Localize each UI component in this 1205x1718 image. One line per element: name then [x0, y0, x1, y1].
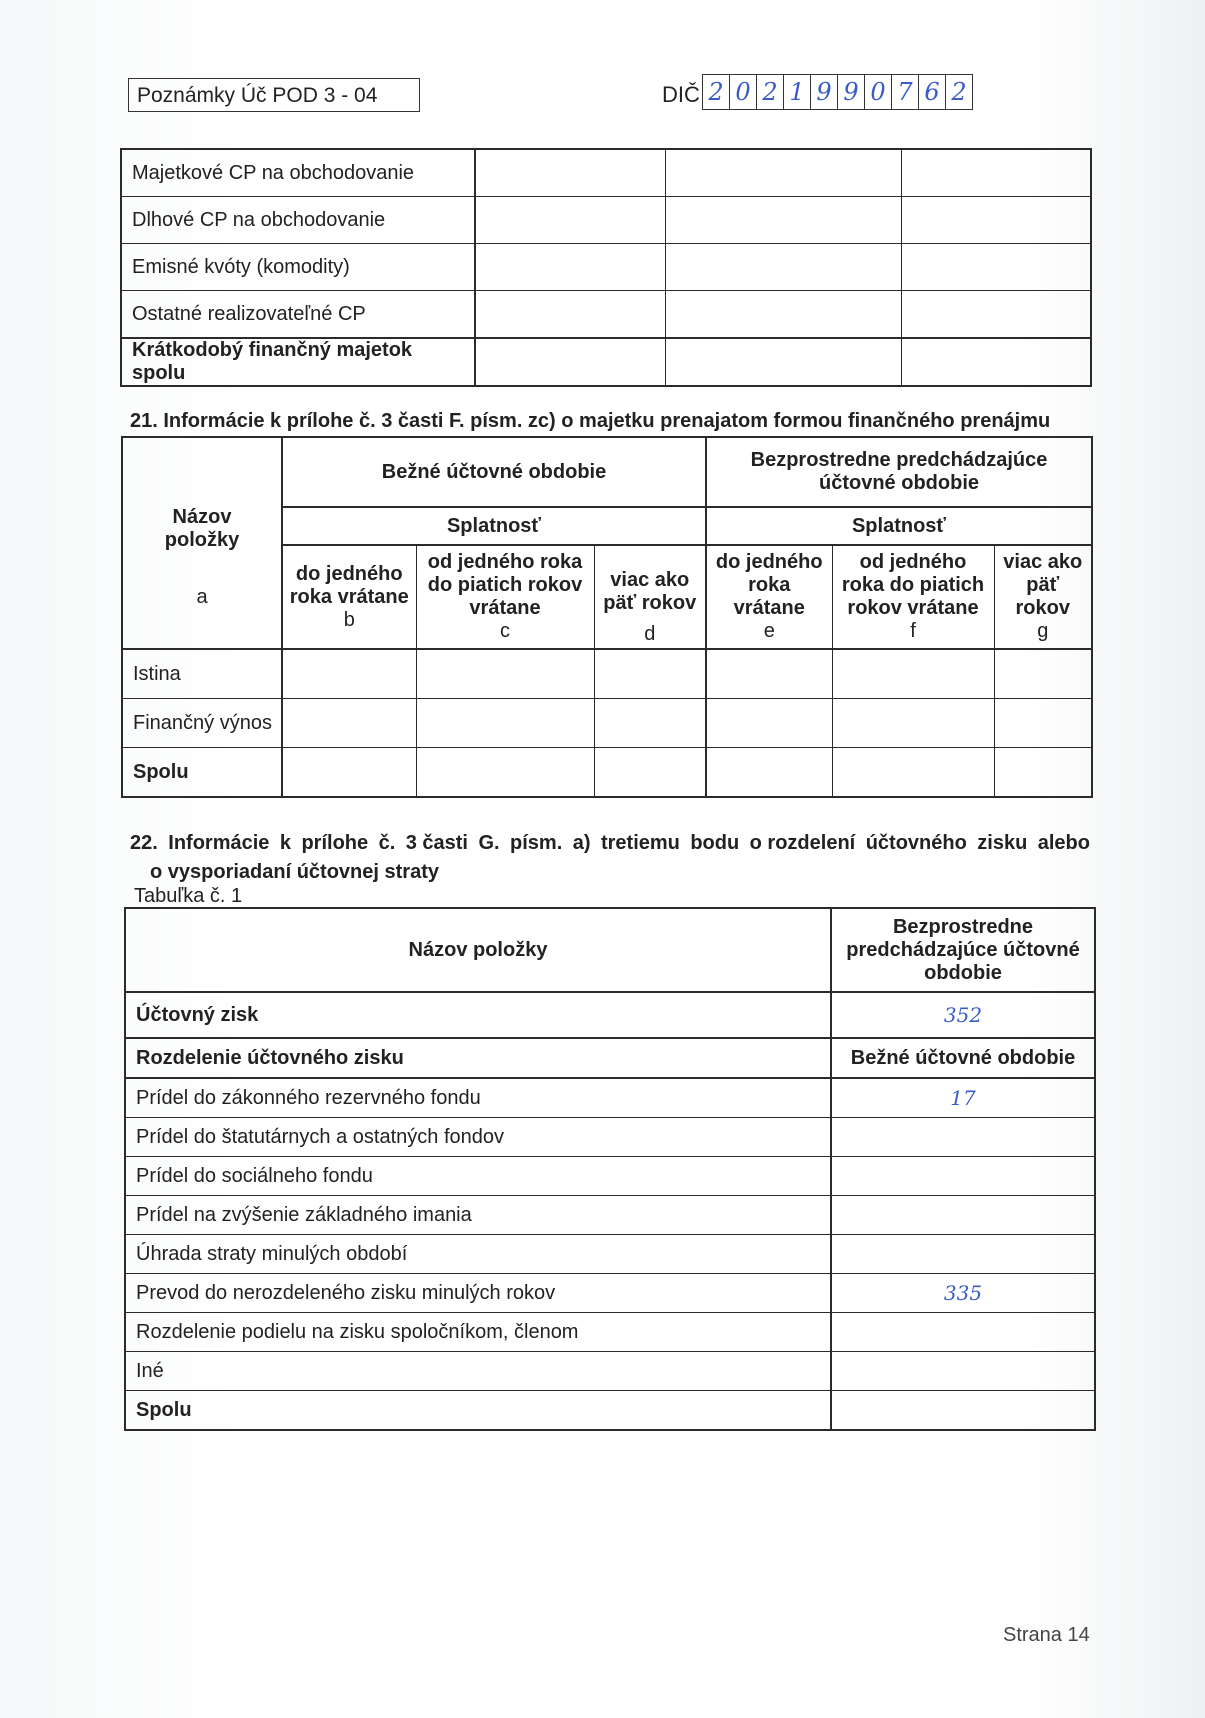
table-row [125, 1235, 1095, 1274]
table-row [125, 1078, 1095, 1118]
value-cell[interactable] [416, 748, 594, 798]
dic-digit[interactable]: 1 [784, 75, 811, 109]
column-letter: d [644, 622, 656, 645]
title-word: 3 časti [405, 832, 468, 854]
value-cell[interactable] [475, 291, 665, 339]
profit-distribution-table [124, 907, 1096, 1431]
header-row [125, 908, 1095, 992]
value-cell[interactable] [594, 649, 706, 699]
value-cell[interactable] [901, 197, 1091, 244]
column-letter: b [343, 608, 355, 631]
column-header [594, 545, 706, 649]
value-cell[interactable] [594, 748, 706, 798]
row-label: Spolu [125, 1391, 831, 1431]
row-label: Úhrada straty minulých období [125, 1235, 831, 1274]
header-row [125, 1038, 1095, 1078]
value-cell[interactable] [665, 244, 901, 291]
value-cell[interactable]: 335 [831, 1274, 1095, 1313]
value-cell[interactable] [831, 1391, 1095, 1431]
short-term-financial-assets-table [120, 148, 1092, 387]
column-letter: e [763, 620, 775, 642]
table-row [121, 244, 1091, 291]
row-label: Prídel do sociálneho fondu [125, 1157, 831, 1196]
row-label: Rozdelenie podielu na zisku spoločníkom, členom [125, 1313, 831, 1352]
row-label: Prídel do štatutárnych a ostatných fondov [125, 1118, 831, 1157]
value-cell[interactable] [831, 1118, 1095, 1157]
table-row [122, 649, 1092, 699]
row-label: Emisné kvóty (komodity) [121, 244, 475, 291]
title-word: 22. [130, 832, 158, 854]
dic-digit[interactable]: 7 [892, 75, 919, 109]
value-cell[interactable] [665, 338, 901, 386]
dic-digit[interactable]: 6 [919, 75, 946, 109]
column-label: viac ako päť rokov [603, 568, 697, 614]
table-row [125, 1118, 1095, 1157]
title-word: a) [572, 832, 591, 854]
value-cell[interactable] [475, 338, 665, 386]
row-label: Krátkodobý finančný majetok spolu [121, 338, 475, 386]
form-code-box [128, 78, 420, 112]
column-label: do jedného roka vrátane [715, 551, 823, 619]
financial-lease-table [121, 436, 1093, 798]
dic-digit[interactable]: 2 [951, 78, 967, 106]
value-cell[interactable] [665, 149, 901, 197]
column-letter: g [1037, 620, 1049, 642]
column-letter: a [196, 585, 208, 608]
current-period-header: Bežné účtovné obdobie [282, 437, 706, 507]
value-cell[interactable] [994, 649, 1092, 699]
dic-digit[interactable]: 9 [838, 75, 865, 109]
table-row [125, 1352, 1095, 1391]
table-row [125, 1196, 1095, 1235]
column-letter: f [910, 620, 916, 642]
title-word: k [279, 832, 291, 854]
maturity-header: Splatnosť [706, 507, 1092, 545]
row-label: Prídel do zákonného rezervného fondu [125, 1078, 831, 1118]
value-cell[interactable] [706, 649, 832, 699]
row-label: Prevod do nerozdeleného zisku minulých rokov [125, 1274, 831, 1313]
value-cell[interactable] [832, 699, 994, 748]
table-row [121, 149, 1091, 197]
value-cell[interactable] [901, 338, 1091, 386]
dic-field[interactable] [702, 74, 973, 110]
value-cell[interactable] [665, 291, 901, 339]
title-word: alebo [1037, 832, 1090, 854]
table-row [121, 291, 1091, 339]
row-label: Majetkové CP na obchodovanie [121, 149, 475, 197]
value-cell[interactable] [282, 699, 416, 748]
table-row [122, 699, 1092, 748]
column-label: viac ako päť rokov [1003, 551, 1083, 619]
table-row-total [122, 748, 1092, 798]
header-row [122, 437, 1092, 507]
value-cell[interactable] [831, 1235, 1095, 1274]
column-header [416, 545, 594, 649]
dic-digit[interactable]: 9 [811, 75, 838, 109]
title-word: bodu [690, 832, 740, 854]
table-row [125, 992, 1095, 1038]
value-cell[interactable] [706, 699, 832, 748]
item-name-header: Názov položky [125, 908, 831, 992]
section-21-title: 21. Informácie k prílohe č. 3 časti F. písm. zc) o majetku prenajatom formou finančného prenájmu [130, 410, 1051, 432]
row-label: Ostatné realizovateľné CP [121, 291, 475, 339]
row-label: Iné [125, 1352, 831, 1391]
title-word: G. [478, 832, 500, 854]
section-22-title [130, 829, 1090, 887]
value-cell[interactable] [831, 1157, 1095, 1196]
value-cell[interactable]: 17 [831, 1078, 1095, 1118]
title-line-1 [130, 829, 1090, 858]
previous-period-header: Bezprostredne predchádzajúce účtovné obdobie [706, 437, 1092, 507]
title-word: Informácie [168, 832, 270, 854]
dic-digit[interactable]: 2 [757, 75, 784, 109]
title-word: zisku [977, 832, 1028, 854]
column-header [994, 545, 1092, 649]
row-label: Spolu [122, 748, 282, 798]
table-row [125, 1157, 1095, 1196]
table-row [125, 1274, 1095, 1313]
table-row-total [121, 338, 1091, 386]
value-cell[interactable] [901, 291, 1091, 339]
value-cell[interactable] [282, 748, 416, 798]
column-letter: c [500, 620, 510, 642]
column-header [706, 545, 832, 649]
table-label: Tabuľka č. 1 [134, 885, 243, 907]
value-cell[interactable] [831, 1352, 1095, 1391]
row-label: Účtovný zisk [125, 992, 831, 1038]
dic-label: DIČ [662, 82, 700, 107]
column-label: od jedného roka do piatich rokov vrátane [427, 551, 583, 619]
value-cell[interactable] [475, 197, 665, 244]
page-number: Strana 14 [1003, 1624, 1090, 1646]
row-label: Prídel na zvýšenie základného imania [125, 1196, 831, 1235]
current-period-header: Bežné účtovné obdobie [831, 1038, 1095, 1078]
value-cell[interactable] [994, 748, 1092, 798]
previous-period-header: Bezprostredne predchádzajúce účtovné obdobie [831, 908, 1095, 992]
title-word: tretiemu [600, 832, 680, 854]
title-word: účtovného [865, 832, 967, 854]
value-cell[interactable] [832, 649, 994, 699]
value-cell[interactable] [416, 699, 594, 748]
value-cell[interactable] [282, 649, 416, 699]
dic-digit[interactable]: 2 [703, 75, 730, 109]
row-label: Dlhové CP na obchodovanie [121, 197, 475, 244]
table-row [121, 197, 1091, 244]
column-header [832, 545, 994, 649]
value-cell[interactable] [475, 244, 665, 291]
table-row-total [125, 1391, 1095, 1431]
title-word: o rozdelení [749, 832, 856, 854]
column-label: do jedného roka vrátane [289, 562, 409, 608]
item-name-header [122, 437, 282, 649]
value-cell[interactable] [832, 748, 994, 798]
maturity-header: Splatnosť [282, 507, 706, 545]
column-header [282, 545, 416, 649]
title-word: č. [378, 832, 396, 854]
title-word: prílohe [301, 832, 369, 854]
value-cell[interactable] [416, 649, 594, 699]
value-cell[interactable] [994, 699, 1092, 748]
form-code: Poznámky Úč POD 3 - 04 [137, 84, 378, 107]
dic-digit[interactable]: 0 [865, 75, 892, 109]
value-cell[interactable] [831, 1313, 1095, 1352]
value-cell[interactable] [901, 149, 1091, 197]
dic-digit[interactable]: 0 [730, 75, 757, 109]
value-cell[interactable] [594, 699, 706, 748]
item-name-label: Názov položky [164, 505, 240, 551]
title-word: písm. [510, 832, 563, 854]
profit-value[interactable]: 352 [831, 992, 1095, 1038]
column-label: od jedného roka do piatich rokov vrátane [841, 551, 985, 619]
table-row [125, 1313, 1095, 1352]
value-cell[interactable] [831, 1196, 1095, 1235]
title-line-2: o vysporiadaní účtovnej straty [150, 861, 439, 883]
row-label: Istina [122, 649, 282, 699]
value-cell[interactable] [475, 149, 665, 197]
row-label: Finančný výnos [122, 699, 282, 748]
value-cell[interactable] [901, 244, 1091, 291]
row-label: Rozdelenie účtovného zisku [125, 1038, 831, 1078]
value-cell[interactable] [665, 197, 901, 244]
value-cell[interactable] [706, 748, 832, 798]
